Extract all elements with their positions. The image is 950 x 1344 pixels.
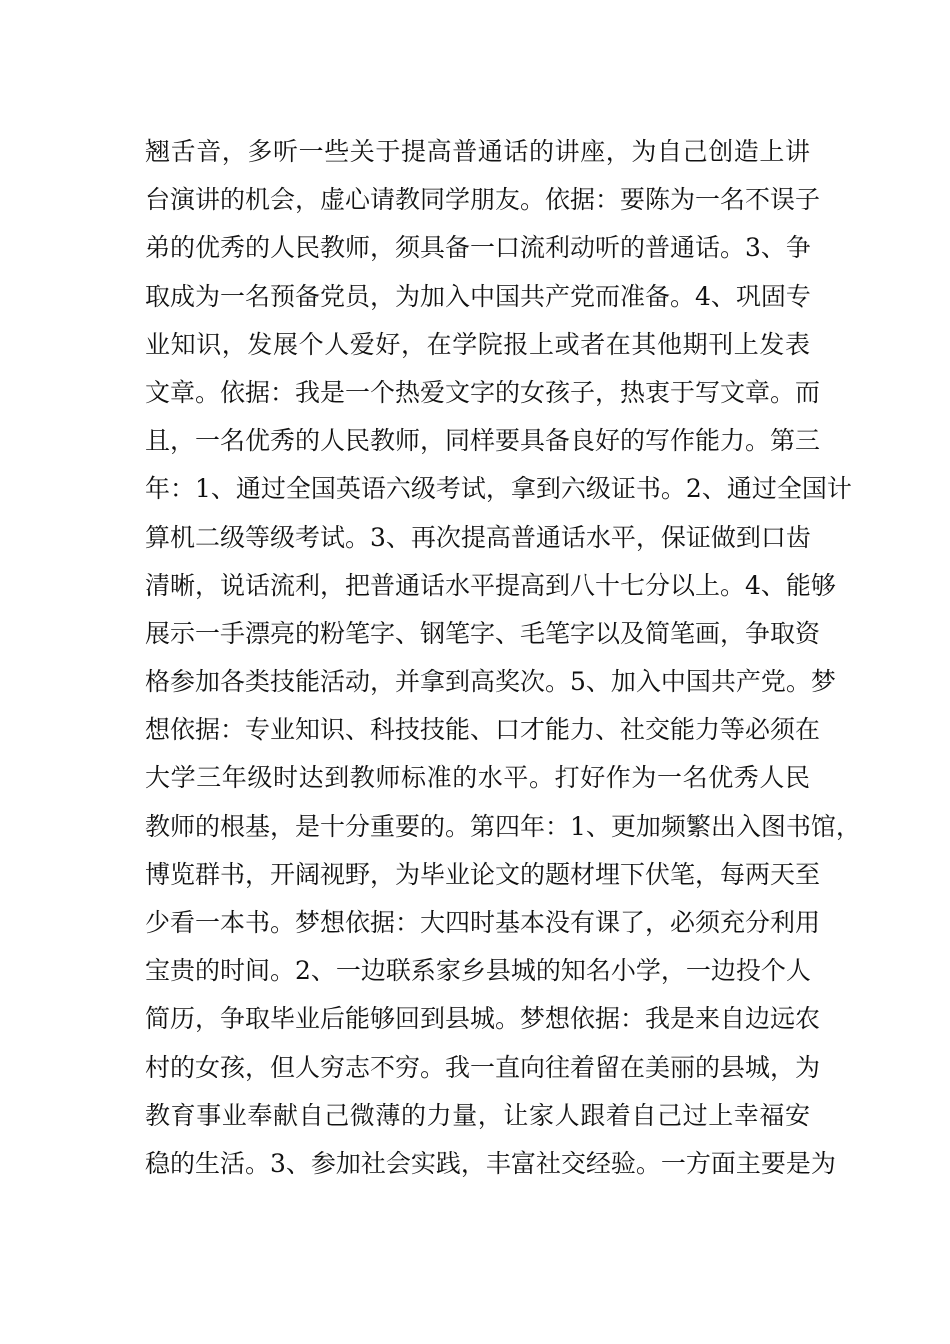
text-line: 博览群书，开阔视野，为毕业论文的题材埋下伏笔，每两天至 [145,859,821,889]
text-line: 算机二级等级考试。3、再次提高普通话水平，保证做到口齿 [145,522,811,552]
body-text [145,128,861,1188]
text-line: 稳的生活。3、参加社会实践，丰富社交经验。一方面主要是为 [145,1148,836,1178]
text-line: 且，一名优秀的人民教师，同样要具备良好的写作能力。第三 [145,426,821,456]
text-line: 台演讲的机会，虚心请教同学朋友。依据：要陈为一名不误子 [145,185,821,215]
text-line: 简历，争取毕业后能够回到县城。梦想依据：我是来自边远农 [145,1004,821,1034]
text-line: 翘舌音，多听一些关于提高普通话的讲座，为自己创造上讲 [145,137,810,166]
text-line: 年：1、通过全国英语六级考试，拿到六级证书。2、通过全国计 [145,474,852,504]
text-line: 大学三年级时达到教师标准的水平。打好作为一名优秀人民 [145,763,810,793]
text-line: 展示一手漂亮的粉笔字、钢笔字、毛笔字以及简笔画，争取资 [145,618,821,648]
text-line: 宝贵的时间。2、一边联系家乡县城的知名小学，一边投个人 [145,956,811,986]
text-line: 村的女孩，但人穷志不穷。我一直向往着留在美丽的县城，为 [145,1052,821,1082]
text-line: 教师的根基，是十分重要的。第四年：1、更加频繁出入图书馆， [145,811,861,841]
text-line: 业知识，发展个人爱好，在学院报上或者在其他期刊上发表 [145,329,810,359]
text-line: 少看一本书。梦想依据：大四时基本没有课了，必须充分利用 [145,908,821,937]
text-line: 文章。依据：我是一个热爱文字的女孩子，热衷于写文章。而 [145,377,821,407]
text-line: 取成为一名预备党员，为加入中国共产党而准备。4、巩固专 [145,281,811,311]
text-line: 想依据：专业知识、科技技能、口才能力、社交能力等必须在 [145,715,821,745]
text-line: 教育事业奉献自己微薄的力量，让家人跟着自己过上幸福安 [145,1100,810,1130]
text-line: 清晰，说话流利，把普通话水平提高到八十七分以上。4、能够 [145,570,836,600]
text-line: 格参加各类技能活动，并拿到高奖次。5、加入中国共产党。梦 [145,667,836,697]
text-line: 弟的优秀的人民教师，须具备一口流利动听的普通话。3、争 [145,233,811,263]
